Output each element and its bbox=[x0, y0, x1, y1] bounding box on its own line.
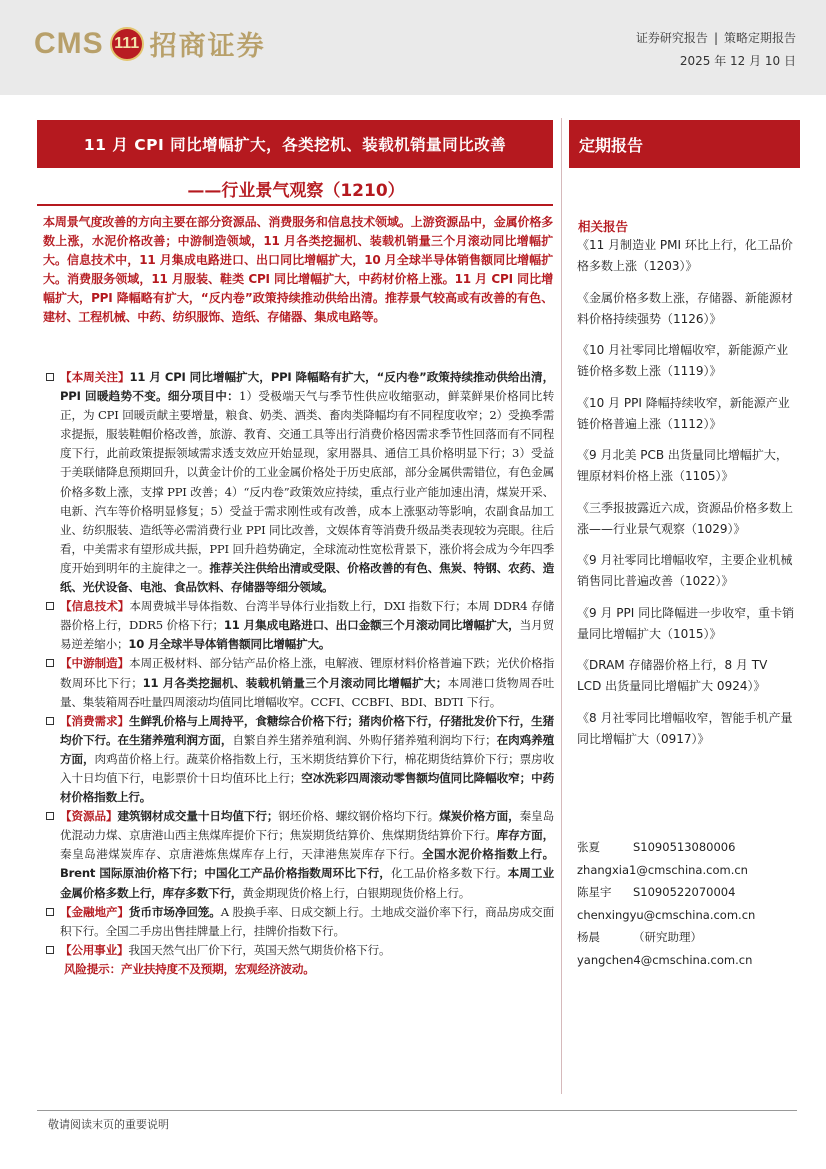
analyst-name: 杨晨 bbox=[577, 930, 600, 944]
analyst-email[interactable]: yangchen4@cmschina.com.cn bbox=[577, 952, 753, 967]
checkbox-bullet-icon bbox=[46, 812, 54, 820]
section-tag: 【资源品】 bbox=[60, 809, 118, 824]
section-bold: 11 月各类挖掘机、装载机销量三个月滚动同比增幅扩大； bbox=[142, 675, 448, 690]
related-report-link[interactable]: 《10 月 PPI 降幅持续收窄，新能源产业链价格普遍上涨（1112）》 bbox=[577, 395, 790, 431]
side-label: 定期报告 bbox=[569, 120, 800, 168]
checkbox-bullet-icon bbox=[46, 908, 54, 916]
section-text: 秦皇岛港煤炭库存、京唐港炼焦煤库存上行，天津港焦炭库存下行。 bbox=[60, 847, 422, 862]
section-focus bbox=[46, 368, 554, 597]
report-type: 证券研究报告 bbox=[635, 31, 708, 45]
analyst-id: S1090513080006 bbox=[633, 840, 736, 854]
section-bold: 全国水泥价格指数上行。Brent 国际原油价格下行；中国化工产品价格指数周环比下行， bbox=[60, 847, 554, 881]
section-bold: 11 月 CPI 同比增幅扩大，PPI 降幅略有扩大，“反内卷”政策持续推动供给出清，PPI 回暖趋势不变。细分项目中： bbox=[60, 370, 554, 404]
section-tag: 【中游制造】 bbox=[60, 656, 129, 671]
report-subtitle: ——行业景气观察（1210） bbox=[187, 181, 405, 201]
related-report-link[interactable]: 《9 月 PPI 同比降幅进一步收窄，重卡销量同比增幅扩大（1015）》 bbox=[577, 605, 795, 641]
checkbox-bullet-icon bbox=[46, 946, 54, 954]
analyst-name: 张夏 bbox=[577, 840, 600, 854]
analyst-id: （研究助理） bbox=[633, 930, 702, 944]
section-tag: 【消费需求】 bbox=[60, 713, 129, 728]
analyst-email[interactable]: chenxingyu@cmschina.com.cn bbox=[577, 907, 756, 922]
page-header bbox=[0, 0, 826, 95]
related-report-link[interactable]: 《DRAM 存储器价格上行，8 月 TV LCD 出货量同比增幅扩大 0924）》 bbox=[577, 658, 768, 693]
summary-text: 本周景气度改善的方向主要在部分资源品、消费服务和信息技术领域。上游资源品中，金属价格多数上涨，水泥价格改善；中游制造领域，11 月各类挖掘机、装载机销量三个月滚动同比增幅扩大。信息技术中，11 月集成电路进口、出口同比增幅扩大，10 月全球半导体销售额同比增幅扩大。消费服务领域，11 月服装、鞋类 CPI 同比增幅扩大，中药材价格上涨。11 月 CPI 同比增幅扩大，PPI 降幅略有扩大，“反内卷”政策持续推动供给出清。推荐景气较高或有改善的有色、建材、工程机械、中药、纺织服饰、造纸、存储器、集成电路等。 bbox=[43, 215, 553, 325]
related-report-link[interactable]: 《10 月社零同比增幅收窄，新能源产业链价格多数上涨（1119）》 bbox=[577, 343, 789, 378]
section-text: 肉鸡苗价格上行。蔬菜价格指数上行，玉米期货结算价下行，棉花期货结算价下行；票房收入十日均值下行，电影票价十日均值环比上行； bbox=[60, 751, 554, 785]
section-text: 钢坯价格、螺纹钢价格均下行。 bbox=[278, 809, 440, 824]
checkbox-bullet-icon bbox=[46, 373, 54, 381]
section-bold: 货币市场净回笼。 bbox=[128, 904, 221, 919]
section-bold: 在肉鸡养殖方面， bbox=[60, 732, 554, 766]
report-title: 11 月 CPI 同比增幅扩大，各类挖机、装载机销量同比改善 bbox=[37, 120, 553, 168]
risk-warning: 风险提示：产业扶持度不及预期，宏观经济波动。 bbox=[64, 961, 315, 976]
report-category: 策略定期报告 bbox=[723, 31, 796, 45]
section-text: 我国天然气出厂价下行，英国天然气期货价格下行。 bbox=[128, 942, 391, 957]
main-body bbox=[46, 368, 554, 979]
section-text: 秦皇岛优混动力煤、京唐港山西主焦煤库提价下行；焦炭期货结算价、焦煤期货结算价下行。 bbox=[60, 809, 554, 843]
section-bold: 11 月集成电路进口、出口金额三个月滚动同比增幅扩大， bbox=[223, 618, 520, 633]
section-tag: 【本周关注】 bbox=[60, 370, 130, 384]
brand-logo bbox=[34, 24, 266, 63]
analyst-row bbox=[577, 881, 797, 904]
section-tag: 【信息技术】 bbox=[60, 599, 130, 614]
analyst-info bbox=[577, 836, 797, 971]
section-tag: 【公用事业】 bbox=[60, 942, 129, 957]
footer-note: 敬请阅读末页的重要说明 bbox=[48, 1118, 169, 1131]
section-bold: 煤炭价格方面， bbox=[439, 809, 520, 824]
section-text: 本周正极材料、部分钴产品价格上涨，电解液、锂原材料价格普遍下跌；光伏价格指数周环比下行； bbox=[60, 656, 554, 690]
related-report-link[interactable]: 《三季报披露近六成，资源品价格多数上涨——行业景气观察（1029）》 bbox=[577, 500, 794, 536]
analyst-id: S1090522070004 bbox=[633, 885, 736, 899]
title-divider bbox=[37, 204, 553, 206]
related-report-link[interactable]: 《11 月制造业 PMI 环比上行，化工品价格多数上涨（1203）》 bbox=[577, 238, 793, 273]
section-bold: 本周工业金属价格多数上行，库存多数下行， bbox=[60, 866, 554, 900]
checkbox-bullet-icon bbox=[46, 602, 54, 610]
section-text: 自繁自养生猪养殖利润、外购仔猪养殖利润均下行； bbox=[232, 732, 497, 747]
analyst-name: 陈星宇 bbox=[577, 885, 612, 899]
header-meta: 证券研究报告 | 策略定期报告 2025 年 12 月 10 日 bbox=[636, 27, 796, 73]
analyst-email[interactable]: zhangxia1@cmschina.com.cn bbox=[577, 862, 748, 877]
section-finance bbox=[46, 903, 554, 941]
section-resources bbox=[46, 807, 554, 902]
section-text: 1）受极端天气与季节性供应收缩驱动，鲜菜鲜果价格同比转正，为 CPI 回暖贡献主要增量，粮食、奶类、酒类、畜肉类降幅均有不同程度收窄；2）受换季需求提振，服装鞋帽价格改善，旅游、教育、交通工具等出行消费价格因需求季节性回落而有不同程度下行，此前政策提振领域需求透支效应开始显现，家用器具、通信工具价格明显下行；3）受益于美联储降息预期回升，以黄金计价的工业金属价格处于历史底部，部分金属供需错位，有色金属价格多数上涨，支撑 PPI 改善；4）“反内卷”政策效应持续，重点行业产能加速出清，煤炭开采、电新、汽车等价格明显修复；5）受益于需求刚性或有改善，成本上涨驱动等影响，农副食品加工业、纺织服装、造纸等必需消费行业 PPI 同比改善，文娱体育等消费升级品类表现较为亮眼。往后看，中美需求有望形成共振，PPI 回升趋势确定，全球流动性宽松背景下，涨价将会成为今年四季度开始到明年的主旋律之一。 bbox=[60, 389, 554, 575]
section-tag: 【金融地产】 bbox=[60, 904, 129, 919]
section-consumer bbox=[46, 712, 554, 807]
section-text: A 股换手率、日成交额上行。土地成交溢价率下行，商品房成交面积下行。全国二手房出售挂牌量上行，挂牌价指数下行。 bbox=[60, 904, 554, 938]
logo-cn-text: 招商证券 bbox=[149, 31, 266, 62]
section-bold: 建筑钢材成交量十日均值下行； bbox=[117, 809, 279, 824]
section-midstream bbox=[46, 654, 554, 711]
logo-cms-text: CMS bbox=[34, 26, 104, 60]
section-bold: 库存方面， bbox=[496, 828, 554, 843]
section-bold: 生鲜乳价格与上周持平，食糖综合价格下行；猪肉价格下行，仔猪批发价下行，生猪均价下行。在生猪养殖利润方面， bbox=[60, 713, 554, 747]
section-bold: 空冰洗彩四周滚动零售额均值同比降幅收窄；中药材价格指数上行。 bbox=[60, 770, 554, 805]
section-bold: 10 月全球半导体销售额同比增幅扩大。 bbox=[128, 637, 331, 652]
section-utilities bbox=[46, 941, 554, 960]
related-report-link[interactable]: 《8 月社零同比增幅收窄，智能手机产量同比增幅扩大（0917）》 bbox=[577, 710, 793, 746]
related-report-link[interactable]: 《9 月北美 PCB 出货量同比增幅扩大，锂原材料价格上涨（1105）》 bbox=[577, 448, 788, 483]
section-text: 化工品价格多数下行。 bbox=[390, 866, 508, 881]
section-text: 本周费城半导体指数、台湾半导体行业指数上行，DXI 指数下行；本周 DDR4 存储器价格上行，DDR5 价格下行； bbox=[60, 599, 554, 633]
related-report-link[interactable]: 《9 月社零同比增幅收窄，主要企业机械销售同比普遍改善（1022）》 bbox=[577, 553, 793, 588]
checkbox-bullet-icon bbox=[46, 717, 54, 725]
section-text: 本周港口货物周吞吐量、集装箱周吞吐量四周滚动均值同比增幅收窄。CCFI、CCBFI、BDI、BDTI 下行。 bbox=[60, 675, 555, 709]
logo-emblem-icon: 111 bbox=[110, 27, 144, 61]
analyst-row bbox=[577, 926, 797, 949]
report-date: 2025 年 12 月 10 日 bbox=[679, 54, 796, 68]
section-it bbox=[46, 597, 554, 654]
section-text: 当月贸易逆差缩小； bbox=[60, 618, 554, 652]
related-reports-title: 相关报告 bbox=[578, 219, 629, 234]
section-bold: 推荐关注供给出清或受限、价格改善的有色、焦炭、特钢、农药、造纸、光伏设备、电池、食品饮料、存储器等细分领域。 bbox=[60, 560, 554, 595]
column-divider bbox=[561, 118, 562, 1094]
related-reports-list bbox=[577, 235, 795, 760]
section-text: 黄金期现货价格上行，白银期现货价格上行。 bbox=[242, 885, 471, 900]
checkbox-bullet-icon bbox=[46, 659, 54, 667]
related-report-link[interactable]: 《金属价格多数上涨，存储器、新能源材料价格持续强势（1126）》 bbox=[577, 290, 794, 326]
analyst-row bbox=[577, 836, 797, 859]
footer-divider bbox=[37, 1110, 797, 1111]
